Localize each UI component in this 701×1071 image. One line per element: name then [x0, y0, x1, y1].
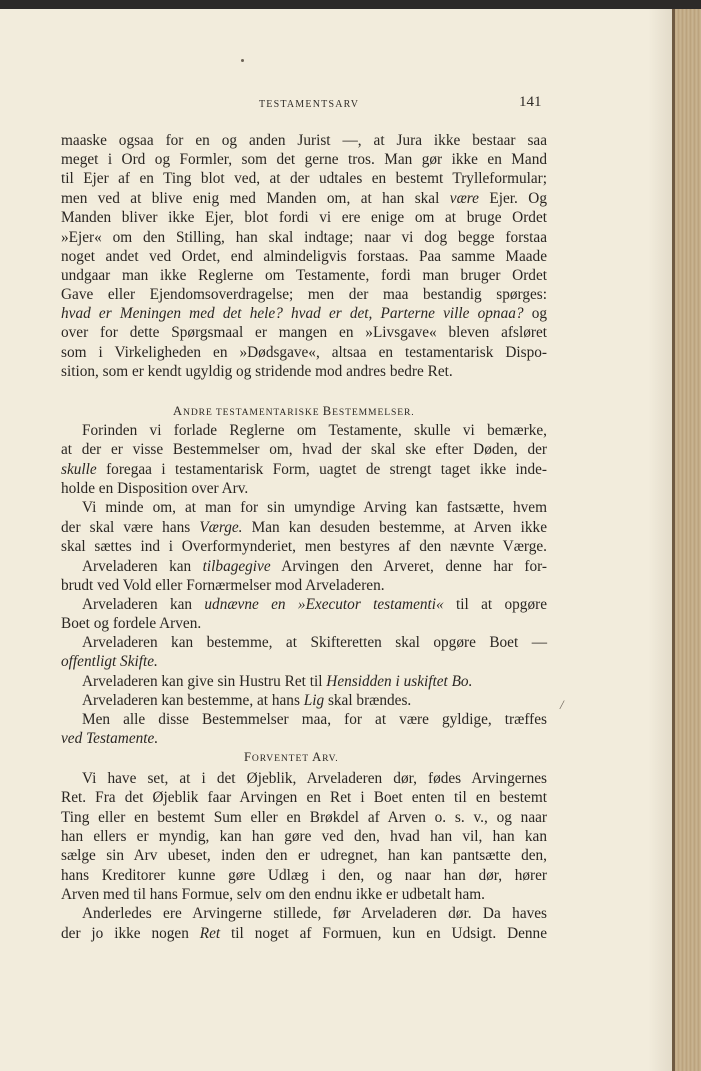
text-run: skal sættes ind i Overformynderiet, men bestyres af den nævnte Værge. [61, 538, 547, 555]
text-run: han ellers er myndig, kan han gøre ved den, hvad han vil, han kan [61, 828, 547, 845]
italic-text: skulle [61, 461, 97, 478]
text-run: til at opgøre [443, 596, 547, 613]
text-line [61, 208, 547, 227]
text-run: noget andet ved Ordet, end almindeligvis forstaas. Paa samme Maade [61, 248, 547, 265]
text-run: brudt ved Vold eller Fornærmelser mod Arveladeren. [61, 577, 385, 594]
text-line [61, 131, 547, 150]
italic-text: ved Testamente. [61, 730, 159, 747]
italic-text: udnævne en »Executor testamenti« [204, 596, 444, 613]
text-run: at der er visse Bestemmelser om, hvad der skal ske efter Døden, der [61, 441, 547, 458]
italic-text: Ret [199, 925, 221, 942]
text-run: foregaa i testamentarisk Form, uagtet de strengt taget ikke inde- [96, 461, 547, 478]
text-run: meget i Ord og Formler, som det gerne tros. Man gør ikke en Mand [61, 151, 547, 168]
book-edge-line [672, 9, 675, 1071]
text-run: og [523, 305, 548, 322]
text-run: Manden bliver ikke Ejer, blot fordi vi ere enige om at bruge Ordet [61, 209, 547, 226]
text-line [61, 460, 547, 479]
text-line [82, 421, 547, 440]
section-heading [173, 402, 415, 421]
text-run: holde en Disposition over Arv. [61, 480, 249, 497]
text-run: undgaar man ikke Reglerne om Testamente, fordi man bruger Ordet [61, 267, 547, 284]
text-line [61, 827, 547, 846]
italic-text: Hensidden i uskiftet Bo. [326, 673, 473, 690]
text-run: »Ejer« om den Stilling, han skal indtage; naar vi dog begge forstaa [61, 229, 547, 246]
page-edge-shadow [648, 9, 672, 1071]
page-number: 141 [519, 94, 542, 110]
text-run: A [312, 750, 323, 764]
text-run: Arveladeren kan [82, 596, 205, 613]
text-line [61, 266, 547, 285]
scan-top-border [0, 0, 701, 9]
italic-text: Værge. [199, 519, 243, 536]
text-line [61, 150, 547, 169]
text-line [82, 904, 547, 923]
margin-pencil-mark: / [560, 697, 564, 712]
text-line [61, 652, 547, 671]
text-run: Ting eller en bestemt Sum eller en Brøkdel af Arven o. s. v., og naar [61, 809, 547, 826]
text-run: Man kan desuden bestemme, at Arven ikke [242, 519, 547, 536]
text-run: Ejer. Og [478, 190, 547, 207]
text-run: Vi minde om, at man for sin umyndige Arving kan fastsætte, hvem [82, 499, 547, 516]
text-line [61, 537, 547, 556]
text-line [61, 323, 547, 342]
text-run: der jo ikke nogen [61, 925, 200, 942]
text-line [61, 479, 547, 498]
text-run: til Ejer af en Ting blot ved, at der udtales en bestemt Trylleformular; [61, 170, 547, 187]
text-run: F [244, 750, 252, 764]
text-run: hans Kreditorer kunne gøre Udlæg i den, og naar han dør, hører [61, 867, 547, 884]
text-line [61, 729, 547, 748]
text-run: over for dette Spørgsmaal er mangen en »Livsgave« bleven afsløret [61, 324, 547, 341]
text-line [82, 672, 547, 691]
text-run: Gave eller Ejendomsoverdragelse; men der maa bestandig spørges: [61, 286, 547, 303]
text-run: B [322, 404, 333, 418]
text-run: der skal være hans [61, 519, 200, 536]
text-run: skal brændes. [324, 692, 412, 709]
ink-speck [241, 59, 244, 62]
text-line [61, 440, 547, 459]
text-run: sition, som er kendt ugyldig og stridende mod andres bedre Ret. [61, 363, 453, 380]
text-run: NDRE TESTAMENTARISKE [183, 407, 323, 418]
text-line [61, 614, 547, 633]
text-line [61, 924, 547, 943]
running-head: TESTAMENTSARV [259, 99, 360, 110]
text-run: til noget af Formuen, kun en Udsigt. Denne [220, 925, 547, 942]
text-line [61, 247, 547, 266]
text-line [82, 557, 547, 576]
text-line [61, 169, 547, 188]
italic-text: offentligt Skifte. [61, 653, 158, 670]
text-run: Anderledes ere Arvingerne stillede, før Arveladeren dør. Da haves [82, 905, 547, 922]
text-run: maaske ogsaa for en og anden Jurist —, at Jura ikke bestaar saa [61, 132, 547, 149]
text-run: ESTEMMELSER. [332, 407, 415, 418]
text-line [61, 343, 547, 362]
text-line [82, 691, 547, 710]
text-run: ORVENTET [251, 753, 313, 764]
text-run: RV. [322, 753, 339, 764]
text-run: Men alle disse Bestemmelser maa, for at være gyldige, træffes [82, 711, 547, 728]
text-run: A [173, 404, 183, 418]
text-line [82, 710, 547, 729]
section-heading [244, 748, 339, 767]
text-line [61, 808, 547, 827]
book-edge [672, 9, 701, 1071]
text-run: Arven med til hans Formue, selv om den endnu ikke er udbetalt ham. [61, 886, 485, 903]
text-line [82, 498, 547, 517]
text-run: men ved at blive enig med Manden om, at han skal [61, 190, 450, 207]
text-line [61, 304, 547, 323]
text-line [61, 189, 547, 208]
text-run: Ret. Fra det Øjeblik faar Arvingen en Ret i Boet enten til en bestemt [61, 789, 547, 806]
text-run: Arveladeren kan bestemme, at Skifteretten skal opgøre Boet — [82, 634, 547, 651]
text-run: Arveladeren kan bestemme, at hans [82, 692, 304, 709]
text-run: som i Virkeligheden en »Dødsgave«, altsaa en testamentarisk Dispo- [61, 344, 547, 361]
text-line [61, 285, 547, 304]
text-line [82, 595, 547, 614]
text-run: Boet og fordele Arven. [61, 615, 202, 632]
italic-text: tilbagegive [202, 558, 271, 575]
text-line [61, 788, 547, 807]
text-line [61, 576, 547, 595]
text-line [82, 769, 547, 788]
text-line [61, 228, 547, 247]
text-line [82, 633, 547, 652]
italic-text: være [449, 190, 479, 207]
italic-text: hvad er Meningen med det hele? hvad er det, Parterne ville opnaa? [61, 305, 524, 322]
text-line [61, 518, 547, 537]
text-run: Vi have set, at i det Øjeblik, Arveladeren dør, fødes Arvingernes [82, 770, 547, 787]
text-run: Arvingen den Arveret, denne har for- [270, 558, 547, 575]
text-run: Arveladeren kan [82, 558, 203, 575]
text-line [61, 362, 547, 381]
text-line [61, 866, 547, 885]
text-run: sælge sin Arv ubeset, inden den er udregnet, han kan pantsætte den, [61, 847, 547, 864]
text-run: Arveladeren kan give sin Hustru Ret til [82, 673, 327, 690]
text-line [61, 846, 547, 865]
italic-text: Lig [303, 692, 325, 709]
text-line [61, 885, 547, 904]
text-run: Forinden vi forlade Reglerne om Testamente, skulle vi bemærke, [82, 422, 547, 439]
